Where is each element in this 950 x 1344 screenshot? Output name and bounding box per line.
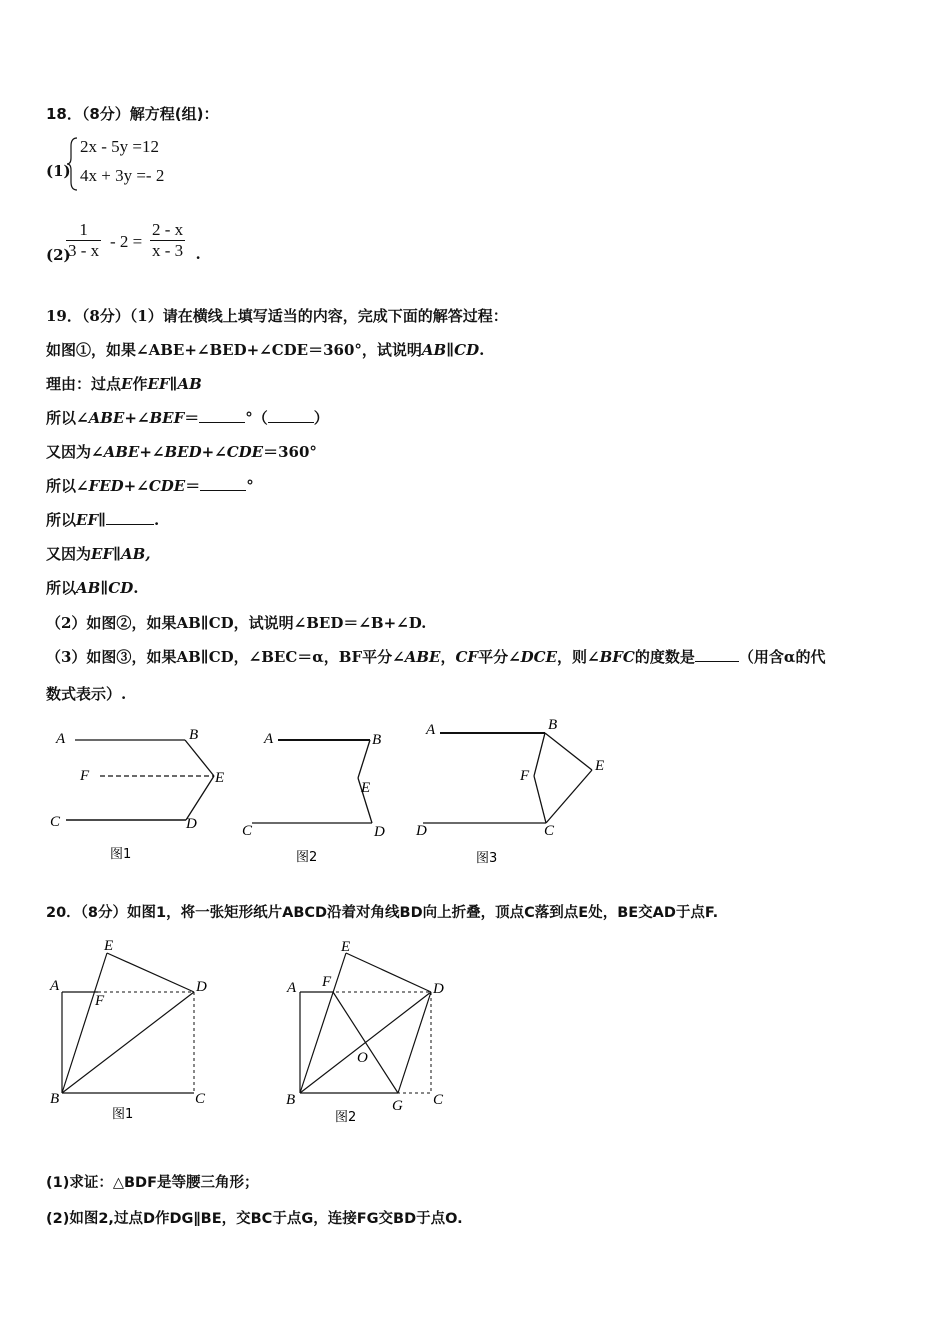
label-a: A: [264, 731, 274, 747]
q19-l3g: ）: [313, 409, 329, 427]
figure-1: [50, 727, 224, 862]
figure-3: [415, 717, 604, 866]
q19-p3h: BFC: [599, 648, 635, 666]
line-ed: [107, 953, 194, 992]
q18-part2-label: (2): [46, 246, 71, 264]
q19-l6b: EF∥: [76, 511, 107, 529]
q19-l7a: 又因为: [46, 545, 92, 563]
q19-l2a: 理由：过点: [46, 375, 122, 393]
label-c: C: [242, 823, 253, 839]
caption-2: 图2: [296, 850, 318, 865]
label-f: F: [95, 993, 105, 1009]
equation-2: 4x + 3y =- 2: [80, 166, 165, 185]
q19-part3-cont: 数式表示）.: [46, 685, 127, 703]
q19-l3f: °（: [245, 409, 268, 427]
q19-l5c: +∠: [123, 477, 149, 495]
q19-l4g: ＝360°: [263, 443, 317, 461]
q19-l2d: EF∥AB: [147, 375, 202, 393]
equation-1: 2x - 5y =12: [80, 137, 159, 156]
line-be: [358, 740, 370, 778]
q19-line-1: [46, 339, 484, 360]
caption-1: 图1: [112, 1107, 134, 1122]
figure-1: [49, 938, 207, 1122]
q19-line-6: [46, 509, 159, 530]
fraction-1: [66, 220, 101, 261]
answer-blank[interactable]: [106, 510, 154, 525]
q19-l3e: ＝: [184, 409, 200, 427]
fraction-1-numerator: 1: [66, 220, 101, 241]
q19-line-3: [46, 407, 329, 428]
q19-p3c: ，: [440, 648, 456, 666]
q19-l4b: ABE: [103, 443, 140, 461]
line-be: [545, 733, 592, 770]
q19-l5f: °: [246, 477, 254, 495]
caption-1: 图1: [110, 847, 132, 862]
line-dg: [398, 992, 431, 1093]
answer-blank[interactable]: [695, 647, 739, 662]
q19-line-5: [46, 475, 254, 496]
q19-heading: 19．（8分）（1）请在横线上填写适当的内容，完成下面的解答过程：: [46, 307, 508, 325]
label-f: F: [520, 768, 530, 784]
q19-line-8: [46, 577, 138, 598]
q19-l2c: 作: [132, 375, 148, 393]
q19-l5e: ＝: [185, 477, 201, 495]
q19-p3d: CF: [455, 648, 479, 666]
brace-icon: [66, 136, 80, 192]
q19-l1a: 如图①，如果∠ABE+∠BED+∠CDE＝360°，试说明: [46, 341, 422, 359]
q19-l3c: +∠: [124, 409, 150, 427]
q19-l8c: .: [133, 579, 139, 597]
label-e: E: [595, 758, 605, 774]
q19-l7b: EF∥AB,: [91, 545, 151, 563]
q19-l4a: 又因为∠: [46, 443, 104, 461]
answer-blank[interactable]: [199, 408, 245, 423]
q19-l3a: 所以∠: [46, 409, 89, 427]
line-ed: [346, 953, 431, 992]
fraction-1-denominator: 3 - x: [68, 241, 100, 260]
label-d: D: [416, 823, 427, 839]
q19-line-2: [46, 373, 202, 394]
label-o: O: [357, 1050, 368, 1066]
q19-p3a: （3）如图③，如果AB∥CD，∠BEC＝α，BF平分∠: [46, 648, 405, 666]
label-b: B: [372, 732, 382, 748]
label-c: C: [50, 814, 61, 830]
q19-p3b: ABE: [404, 648, 441, 666]
q18-heading: 18．（8分）解方程(组)：: [46, 105, 219, 123]
q19-l4d: BED: [164, 443, 202, 461]
q19-l3d: BEF: [149, 409, 185, 427]
line-ed: [186, 776, 214, 820]
q19-l4e: +∠: [201, 443, 227, 461]
q19-l3b: ABE: [88, 409, 125, 427]
label-b: B: [50, 1091, 60, 1107]
q19-l5b: FED: [88, 477, 124, 495]
label-c: C: [433, 1092, 444, 1108]
q19-l1b: AB∥CD: [421, 341, 480, 359]
label-d: D: [186, 816, 197, 832]
label-d: D: [433, 981, 444, 997]
label-b: B: [286, 1092, 296, 1108]
figure-2: [286, 939, 444, 1125]
label-e: E: [215, 770, 225, 786]
answer-blank[interactable]: [268, 408, 314, 423]
line-be: [62, 953, 107, 1093]
q19-l5a: 所以∠: [46, 477, 89, 495]
q19-l4c: +∠: [139, 443, 165, 461]
answer-blank[interactable]: [200, 476, 246, 491]
caption-3: 图3: [476, 851, 498, 866]
fraction-2-numerator: 2 - x: [152, 220, 184, 239]
figure-2: [242, 731, 385, 865]
q20-heading: 20．（8分）如图1，将一张矩形纸片ABCD沿着对角线BD向上折叠，顶点C落到点E处，BE交AD于点F.: [46, 905, 719, 921]
label-c: C: [195, 1091, 206, 1107]
q19-line-4: [46, 441, 317, 462]
label-g: G: [392, 1098, 403, 1114]
line-bf: [534, 733, 545, 776]
q19-l6a: 所以: [46, 511, 77, 529]
label-b: B: [189, 727, 199, 743]
fraction-2: [150, 220, 185, 261]
label-a: A: [426, 722, 436, 738]
period: .: [196, 244, 201, 263]
q19-l4f: CDE: [226, 443, 264, 461]
label-a: A: [287, 980, 297, 996]
label-e: E: [341, 939, 351, 955]
q19-p3f: DCE: [520, 648, 558, 666]
line-ec: [546, 770, 592, 823]
line-bd: [62, 992, 194, 1093]
q19-l6c: .: [154, 511, 160, 529]
q20-part2: (2)如图2,过点D作DG∥BE，交BC于点G，连接FG交BD于点O.: [46, 1211, 463, 1227]
q20-figures: [0, 935, 950, 1135]
q19-p3i: 的度数是: [634, 648, 695, 666]
label-f: F: [322, 974, 332, 990]
q19-p3g: ，则∠: [557, 648, 600, 666]
q19-l5d: CDE: [148, 477, 186, 495]
label-c: C: [544, 823, 555, 839]
q19-part3: [46, 646, 825, 667]
label-a: A: [56, 731, 66, 747]
label-e: E: [104, 938, 114, 954]
label-d: D: [374, 824, 385, 840]
q19-figures: [0, 710, 950, 870]
caption-2: 图2: [335, 1110, 357, 1125]
q19-l2b: E: [121, 375, 133, 393]
q19-part2: （2）如图②，如果AB∥CD，试说明∠BED＝∠B+∠D.: [46, 614, 427, 632]
label-a: A: [50, 978, 60, 994]
line-fc: [534, 776, 546, 823]
q19-l8a: 所以: [46, 579, 77, 597]
label-d: D: [196, 979, 207, 995]
label-b: B: [548, 717, 558, 733]
fraction-2-denominator: x - 3: [152, 241, 184, 260]
line-fg: [333, 992, 398, 1093]
q19-line-7: [46, 543, 151, 564]
q18-part1-label: (1): [46, 162, 71, 180]
q20-part1: (1)求证：△BDF是等腰三角形；: [46, 1175, 259, 1191]
q19-p3e: 平分∠: [478, 648, 521, 666]
label-e: E: [361, 780, 371, 796]
q19-l8b: AB∥CD: [76, 579, 134, 597]
q19-l1c: .: [479, 341, 485, 359]
q19-p3j: （用含α的代: [738, 648, 826, 666]
label-f: F: [80, 768, 90, 784]
line-be: [185, 740, 214, 776]
minus-two-equals: - 2 =: [110, 232, 143, 251]
